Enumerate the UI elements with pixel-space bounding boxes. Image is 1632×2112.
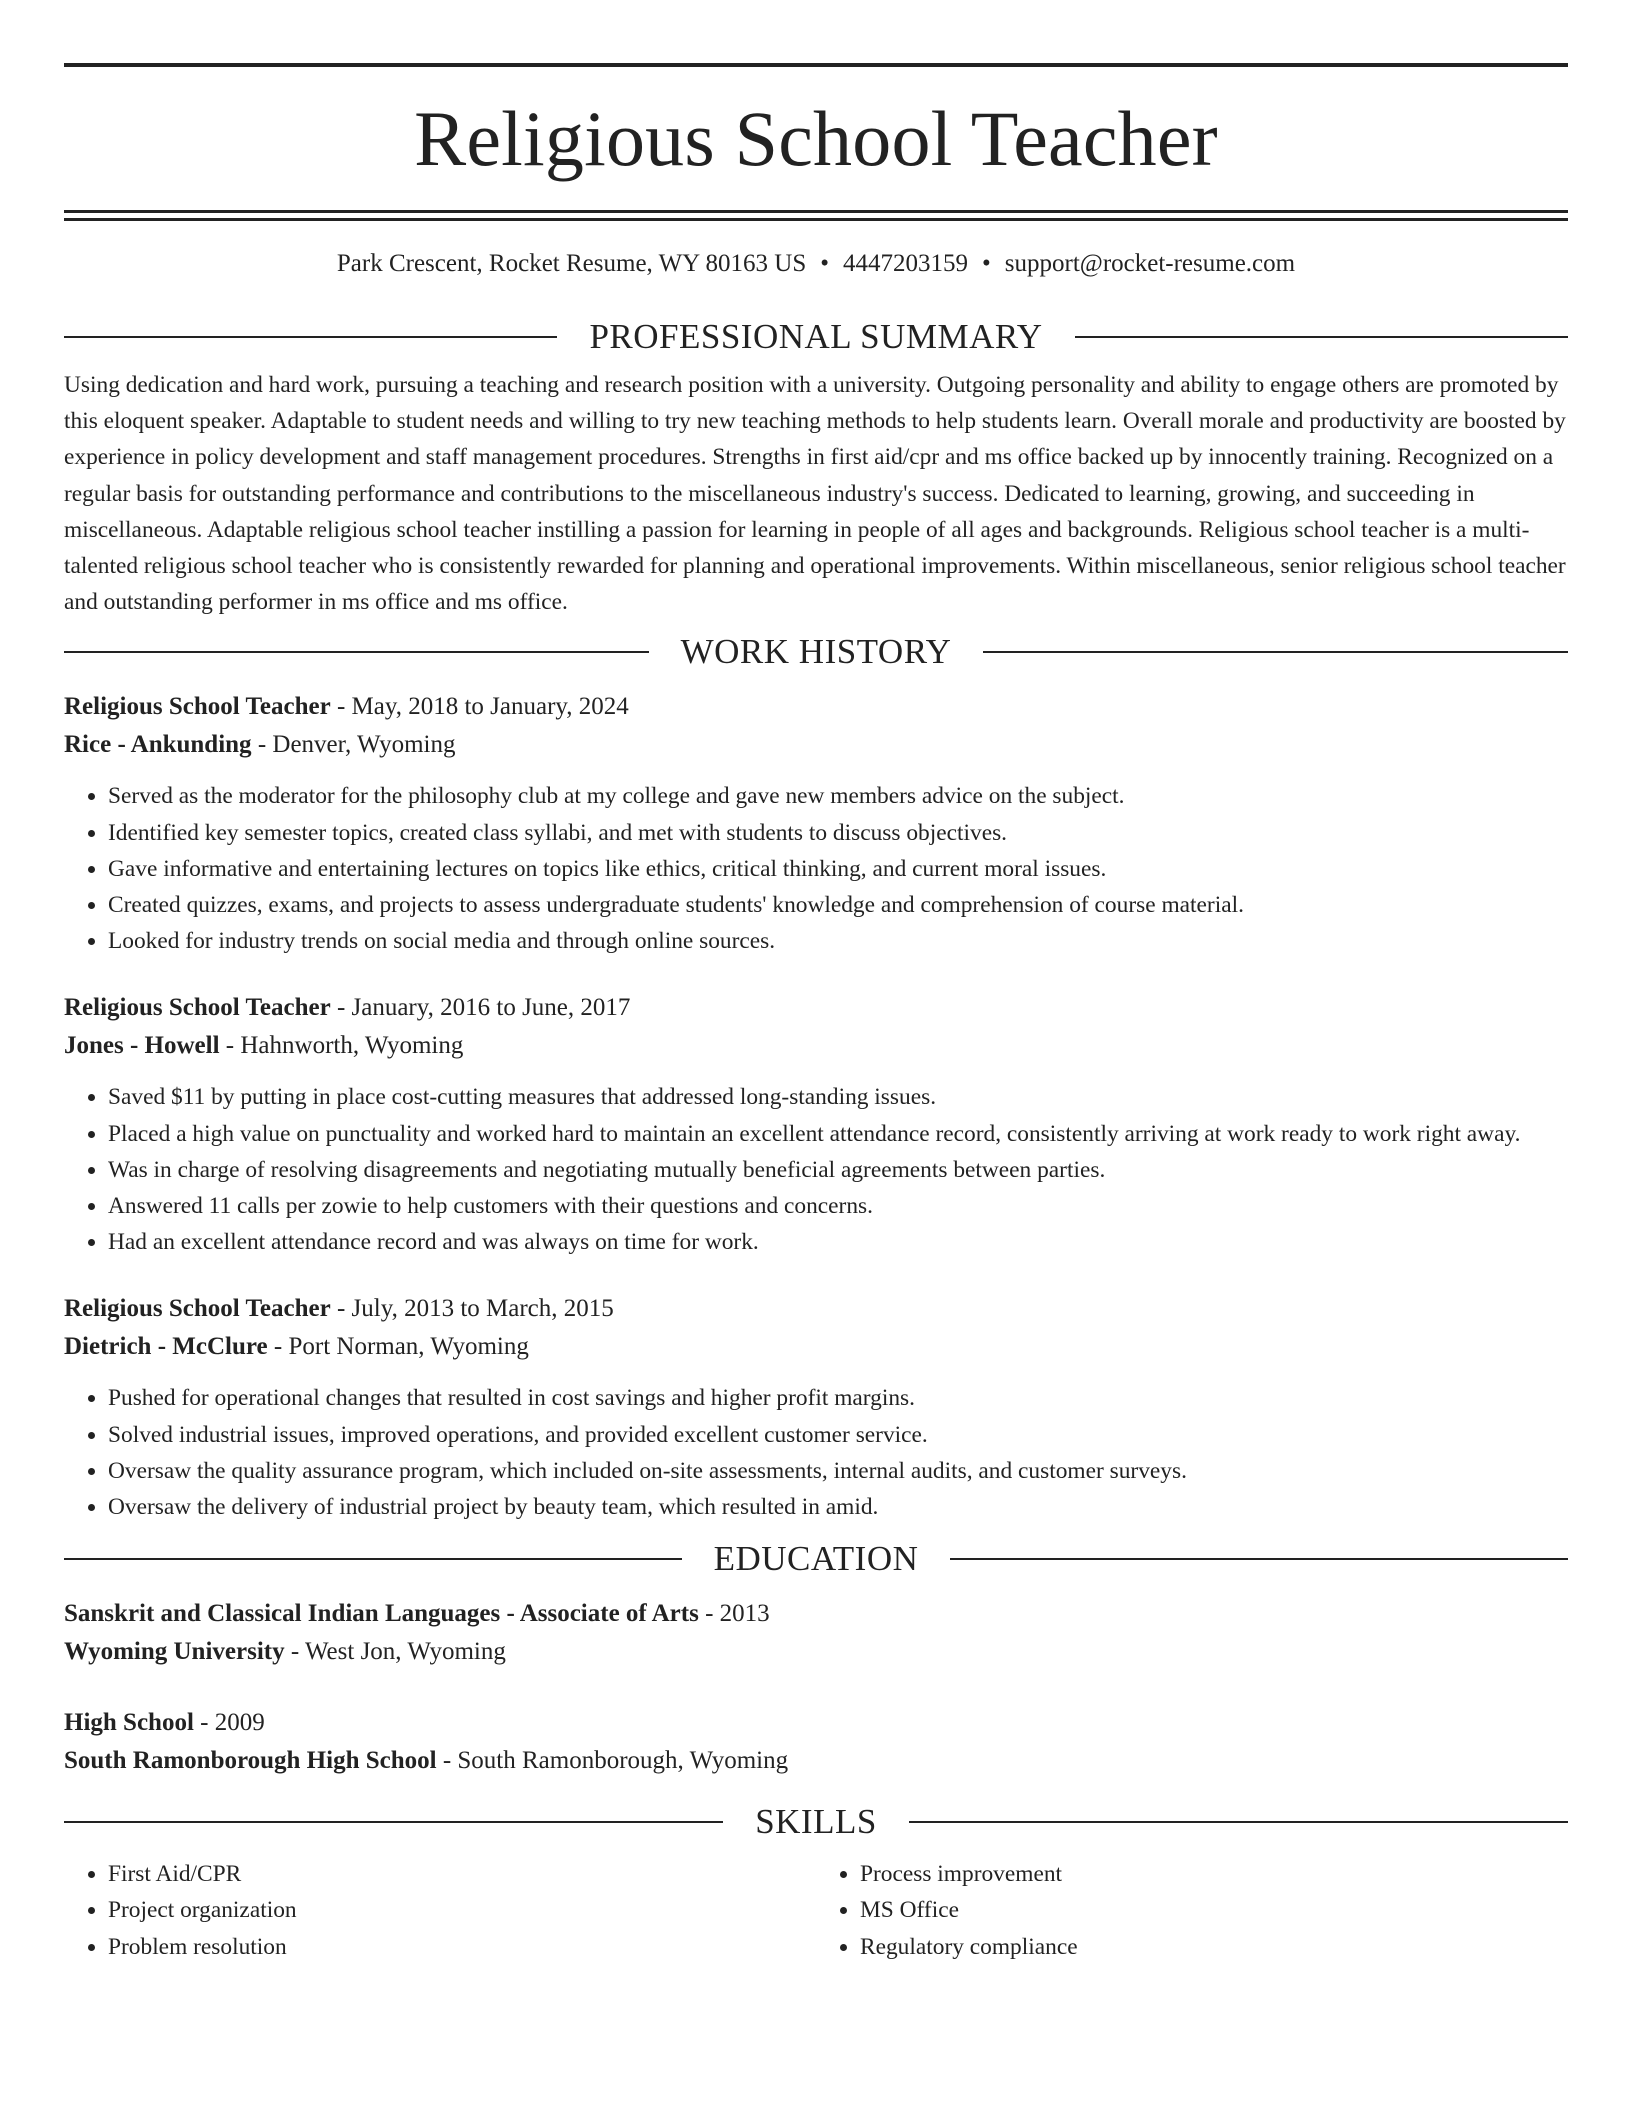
job-title: Religious School Teacher	[64, 693, 331, 721]
education-entry	[64, 1704, 1568, 1780]
contact-email: support@rocket-resume.com	[1004, 250, 1296, 277]
job-bullets	[64, 1079, 1568, 1260]
job-bullet: • Saved $11 by putting in place cost-cutting measures that addressed long-standing issues.	[108, 1079, 1568, 1115]
contact-separator: •	[820, 250, 830, 277]
section-heading-skills	[64, 1802, 1568, 1842]
education-school-line	[64, 1742, 1568, 1780]
job-title-line	[64, 989, 1568, 1027]
skills-column-left	[64, 1856, 816, 1965]
job-bullet: • Pushed for operational changes that resulted in cost savings and higher profit margins.	[108, 1380, 1568, 1416]
job-bullet: • Oversaw the delivery of industrial project by beauty team, which resulted in amid.	[108, 1489, 1568, 1525]
job-bullet: • Created quizzes, exams, and projects to assess undergraduate students' knowledge and comprehension of course material.	[108, 887, 1568, 923]
job-company: Rice - Ankunding	[64, 731, 252, 759]
job-bullet: • Identified key semester topics, created class syllabi, and met with students to discuss objectives.	[108, 815, 1568, 851]
skill-item: • Process improvement	[860, 1856, 1568, 1892]
job-dates: - January, 2016 to June, 2017	[330, 994, 631, 1022]
job-title: Religious School Teacher	[64, 994, 331, 1022]
job-bullet: • Answered 11 calls per zowie to help customers with their questions and concerns.	[108, 1188, 1568, 1224]
education-year: - 2009	[193, 1709, 265, 1737]
resume-title: Religious School Teacher	[414, 95, 1218, 182]
job-dates: - May, 2018 to January, 2024	[330, 693, 629, 721]
section-heading-summary	[64, 317, 1568, 357]
job-bullet: • Placed a high value on punctuality and worked hard to maintain an excellent attendance record, consistently arriving at work ready to work right away.	[108, 1116, 1568, 1152]
heading-rule	[1075, 336, 1568, 338]
education-school: South Ramonborough High School	[64, 1747, 437, 1775]
job-company: Jones - Howell	[64, 1032, 220, 1060]
job-bullet: • Was in charge of resolving disagreements and negotiating mutually beneficial agreements between parties.	[108, 1152, 1568, 1188]
summary-text: Using dedication and hard work, pursuing a teaching and research position with a university. Outgoing personality and ability to engage others are promoted by this eloquent speaker. Adaptable to student needs and willing to try new teaching methods to help students learn. Overall morale and productivity are boosted by experience in policy development and staff management procedures. Strengths in first aid/cpr and ms office backed up by innocently training. Recognized on a regular basis for outstanding performance and contributions to the miscellaneous industry's success. Dedicated to learning, growing, and succeeding in miscellaneous. Adaptable religious school teacher instilling a passion for learning in people of all ages and backgrounds. Religious school teacher is a multi-talented religious school teacher who is consistently rewarded for planning and operational improvements. Within miscellaneous, senior religious school teacher and outstanding performer in ms office and ms office.	[64, 372, 1566, 616]
job-bullet: • Looked for industry trends on social media and through online sources.	[108, 923, 1568, 959]
skill-item: • Problem resolution	[108, 1929, 816, 1965]
education-year: - 2013	[698, 1600, 770, 1628]
skills-column-right	[816, 1856, 1568, 1965]
education-school-line	[64, 1633, 1568, 1671]
education-degree-line	[64, 1595, 1568, 1633]
contact-phone: 4447203159	[843, 250, 969, 277]
heading-rule	[950, 1558, 1568, 1560]
heading-rule	[64, 336, 557, 338]
title-double-rule	[64, 210, 1568, 213]
job-entry	[64, 688, 1568, 959]
job-title: Religious School Teacher	[64, 1295, 331, 1323]
job-bullets	[64, 1380, 1568, 1525]
heading-rule	[64, 651, 649, 653]
education-school: Wyoming University	[64, 1638, 285, 1666]
education-location: - West Jon, Wyoming	[284, 1638, 506, 1666]
heading-rule	[909, 1821, 1568, 1823]
work-history-list	[64, 688, 1568, 1525]
education-location: - South Ramonborough, Wyoming	[436, 1747, 789, 1775]
job-entry	[64, 989, 1568, 1260]
heading-rule	[64, 1821, 723, 1823]
heading-rule	[64, 1558, 682, 1560]
job-company-line	[64, 1328, 1568, 1366]
contact-address: Park Crescent, Rocket Resume, WY 80163 US	[336, 250, 807, 277]
resume-page	[64, 0, 1568, 1965]
job-location: - Hahnworth, Wyoming	[219, 1032, 464, 1060]
skill-item: • First Aid/CPR	[108, 1856, 816, 1892]
job-bullet: • Served as the moderator for the philosophy club at my college and gave new members advice on the subject.	[108, 778, 1568, 814]
skill-item: • Project organization	[108, 1892, 816, 1928]
education-degree-line	[64, 1704, 1568, 1742]
job-location: - Port Norman, Wyoming	[267, 1333, 529, 1361]
skills-list	[64, 1856, 1568, 1965]
heading-rule	[983, 651, 1568, 653]
job-company-line	[64, 726, 1568, 764]
job-entry	[64, 1290, 1568, 1525]
job-bullet: • Had an excellent attendance record and was always on time for work.	[108, 1224, 1568, 1260]
section-heading-education	[64, 1539, 1568, 1579]
section-heading-label: PROFESSIONAL SUMMARY	[589, 317, 1043, 356]
contact-line	[64, 249, 1568, 279]
job-title-line	[64, 1290, 1568, 1328]
job-bullet: • Gave informative and entertaining lectures on topics like ethics, critical thinking, and current moral issues.	[108, 851, 1568, 887]
job-location: - Denver, Wyoming	[251, 731, 456, 759]
job-company-line	[64, 1027, 1568, 1065]
job-dates: - July, 2013 to March, 2015	[330, 1295, 614, 1323]
section-heading-label: EDUCATION	[713, 1539, 919, 1579]
contact-separator: •	[982, 250, 991, 277]
job-bullet: • Solved industrial issues, improved operations, and provided excellent customer service.	[108, 1417, 1568, 1453]
skill-item: • MS Office	[860, 1892, 1568, 1928]
skill-item: • Regulatory compliance	[860, 1929, 1568, 1965]
top-rule	[64, 63, 1568, 67]
education-list	[64, 1595, 1568, 1780]
section-heading-work-history	[64, 632, 1568, 672]
education-degree: High School	[64, 1709, 194, 1737]
education-degree: Sanskrit and Classical Indian Languages - Associate of Arts	[64, 1600, 699, 1628]
job-bullet: • Oversaw the quality assurance program, which included on-site assessments, internal audits, and customer surveys.	[108, 1453, 1568, 1489]
job-company: Dietrich - McClure	[64, 1333, 268, 1361]
job-bullets	[64, 778, 1568, 959]
education-entry	[64, 1595, 1568, 1671]
section-heading-label: WORK HISTORY	[680, 632, 952, 672]
section-heading-label: SKILLS	[755, 1802, 877, 1842]
job-title-line	[64, 688, 1568, 726]
